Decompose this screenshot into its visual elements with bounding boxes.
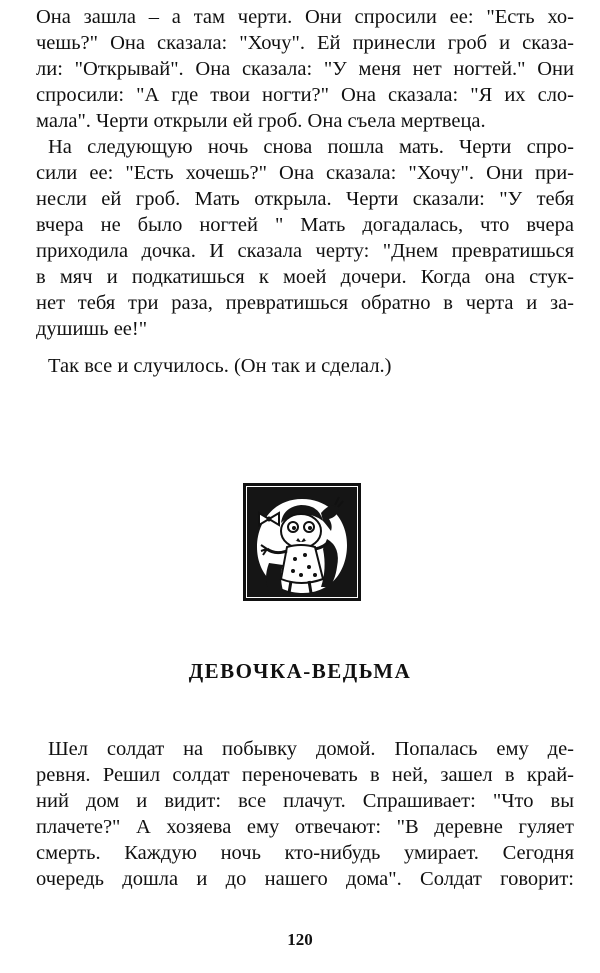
- text-line: спросили: "А где твои ногти?" Она сказала: "Я их сло-: [36, 84, 574, 106]
- text-line: Так все и случилось. (Он так и сделал.): [48, 355, 392, 377]
- text-line: нет тебя три раза, превратишься обратно в черта и за-: [36, 292, 574, 314]
- text-line: Она зашла – а там черти. Они спросили ее: "Есть хо-: [36, 6, 574, 28]
- text-line: смерть. Каждую ночь кто-нибудь умирает. Сегодня: [36, 842, 574, 864]
- text-line: мала". Черти открыли ей гроб. Она съела мертвеца.: [36, 110, 486, 132]
- story-title: ДЕВОЧКА-ВЕДЬМА: [188, 659, 412, 683]
- text-line: очередь дошла и до нашего дома". Солдат говорит:: [36, 868, 574, 890]
- text-line: приходила дочка. И сказала черту: "Днем превратишься: [36, 240, 574, 262]
- text-line: ревня. Решил солдат переночевать в ней, зашел в край-: [36, 764, 574, 786]
- text-line: На следующую ночь снова пошла мать. Черти спро-: [48, 136, 574, 158]
- text-line: вчера не было ногтей " Мать догадалась, что вчера: [36, 214, 574, 236]
- text-line: плачете?" А хозяева ему отвечают: "В деревне гуляет: [36, 816, 574, 838]
- text-line: ний дом и видит: все плачут. Спрашивает: "Что вы: [36, 790, 574, 812]
- text-line: в мяч и подкатишься к моей дочери. Когда она стук-: [36, 266, 574, 288]
- text-line: несли ей гроб. Мать открыла. Черти сказали: "У тебя: [36, 188, 574, 210]
- text-line: Шел солдат на побывку домой. Попалась ему де-: [48, 738, 574, 760]
- text-line: чешь?" Она сказала: "Хочу". Ей принесли гроб и сказа-: [36, 32, 574, 54]
- text-line: ли: "Открывай". Она сказала: "У меня нет ногтей." Они: [36, 58, 574, 80]
- witch-girl-illustration-icon: [243, 483, 361, 601]
- text-line: душишь ее!": [36, 318, 148, 340]
- text-line: сили ее: "Есть хочешь?" Она сказала: "Хочу". Они при-: [36, 162, 574, 184]
- page-number: 120: [287, 930, 313, 949]
